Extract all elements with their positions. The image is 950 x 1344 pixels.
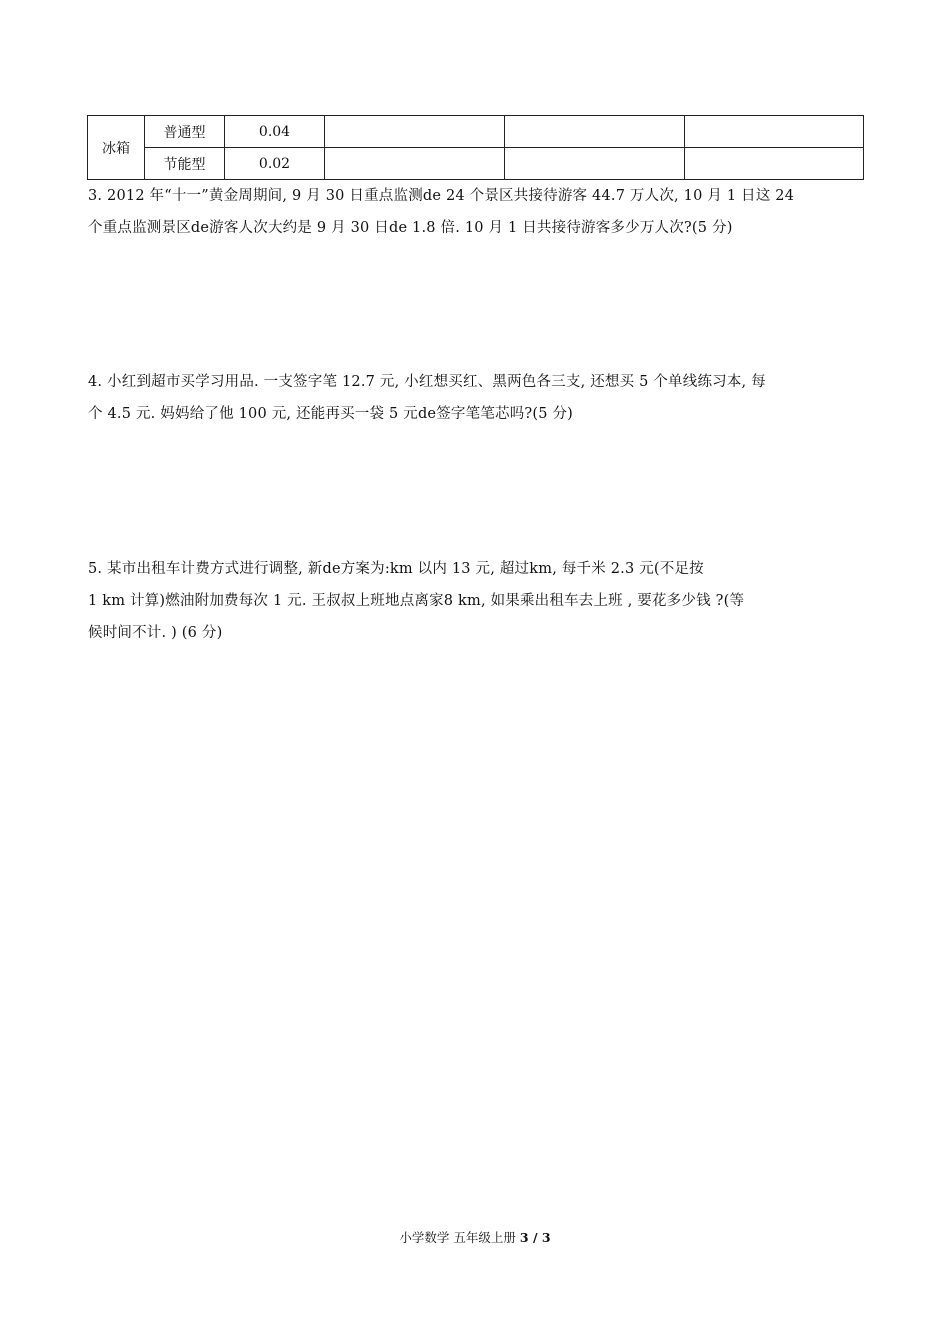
table-cell-empty <box>685 148 864 180</box>
page-footer <box>0 1228 950 1246</box>
question-3-line-2: 个重点监测景区de游客人次大约是 9 月 30 日de 1.8 倍. 10 月 1 日共接待游客多少万人次?(5 分) <box>88 220 733 236</box>
page-number: 3 / 3 <box>519 1230 551 1245</box>
table-row <box>88 116 864 148</box>
table-cell-empty <box>325 116 505 148</box>
question-5-line-3: 候时间不计. ) (6 分) <box>88 625 223 641</box>
question-5-text: 按 <box>689 561 704 577</box>
question-4 <box>88 366 864 430</box>
table-cell-value: 0.04 <box>225 116 325 148</box>
question-5-text: km, 每千米 2.3 元(不足 <box>529 561 690 577</box>
question-5-text: 8 km, 如果乘出租车去上班 , 要花多少钱 ?(等 <box>443 593 745 609</box>
question-3-line-1: 3. 2012 年“十一”黄金周期间, 9 月 30 日重点监测de 24 个景区共接待游客 44.7 万人次, 10 月 1 日这 24 <box>88 188 795 204</box>
question-5 <box>88 553 864 649</box>
table-cell-empty <box>685 116 864 148</box>
energy-table <box>87 115 864 180</box>
footer-subject: 小学数学 五年级上册 <box>399 1230 516 1245</box>
question-4-line-1: 4. 小红到超市买学习用品. 一支签字笔 12.7 元, 小红想买红、黑两色各三支, 还想买 5 个单线练习本, 每 <box>88 374 766 390</box>
question-3 <box>88 180 864 244</box>
question-5-text: km 以内 13 元, 超过 <box>389 561 530 577</box>
table-row <box>88 148 864 180</box>
table-group-label: 冰箱 <box>88 116 145 180</box>
table-cell-empty <box>505 148 685 180</box>
table-cell-empty <box>325 148 505 180</box>
question-5-line-2 <box>88 585 864 617</box>
table-cell-type: 节能型 <box>145 148 225 180</box>
question-4-line-2: 个 4.5 元. 妈妈给了他 100 元, 还能再买一袋 5 元de签字笔笔芯吗?(5 分) <box>88 406 574 422</box>
table-cell-value: 0.02 <box>225 148 325 180</box>
question-5-text: 5. 某市出租车计费方式进行调整, 新de方案为: <box>88 561 390 577</box>
question-5-text: 1 km 计算)燃油附加费每次 1 元. 王叔叔上班地点离家 <box>88 593 444 609</box>
table-cell-type: 普通型 <box>145 116 225 148</box>
question-5-line-1 <box>88 553 864 585</box>
table-cell-empty <box>505 116 685 148</box>
